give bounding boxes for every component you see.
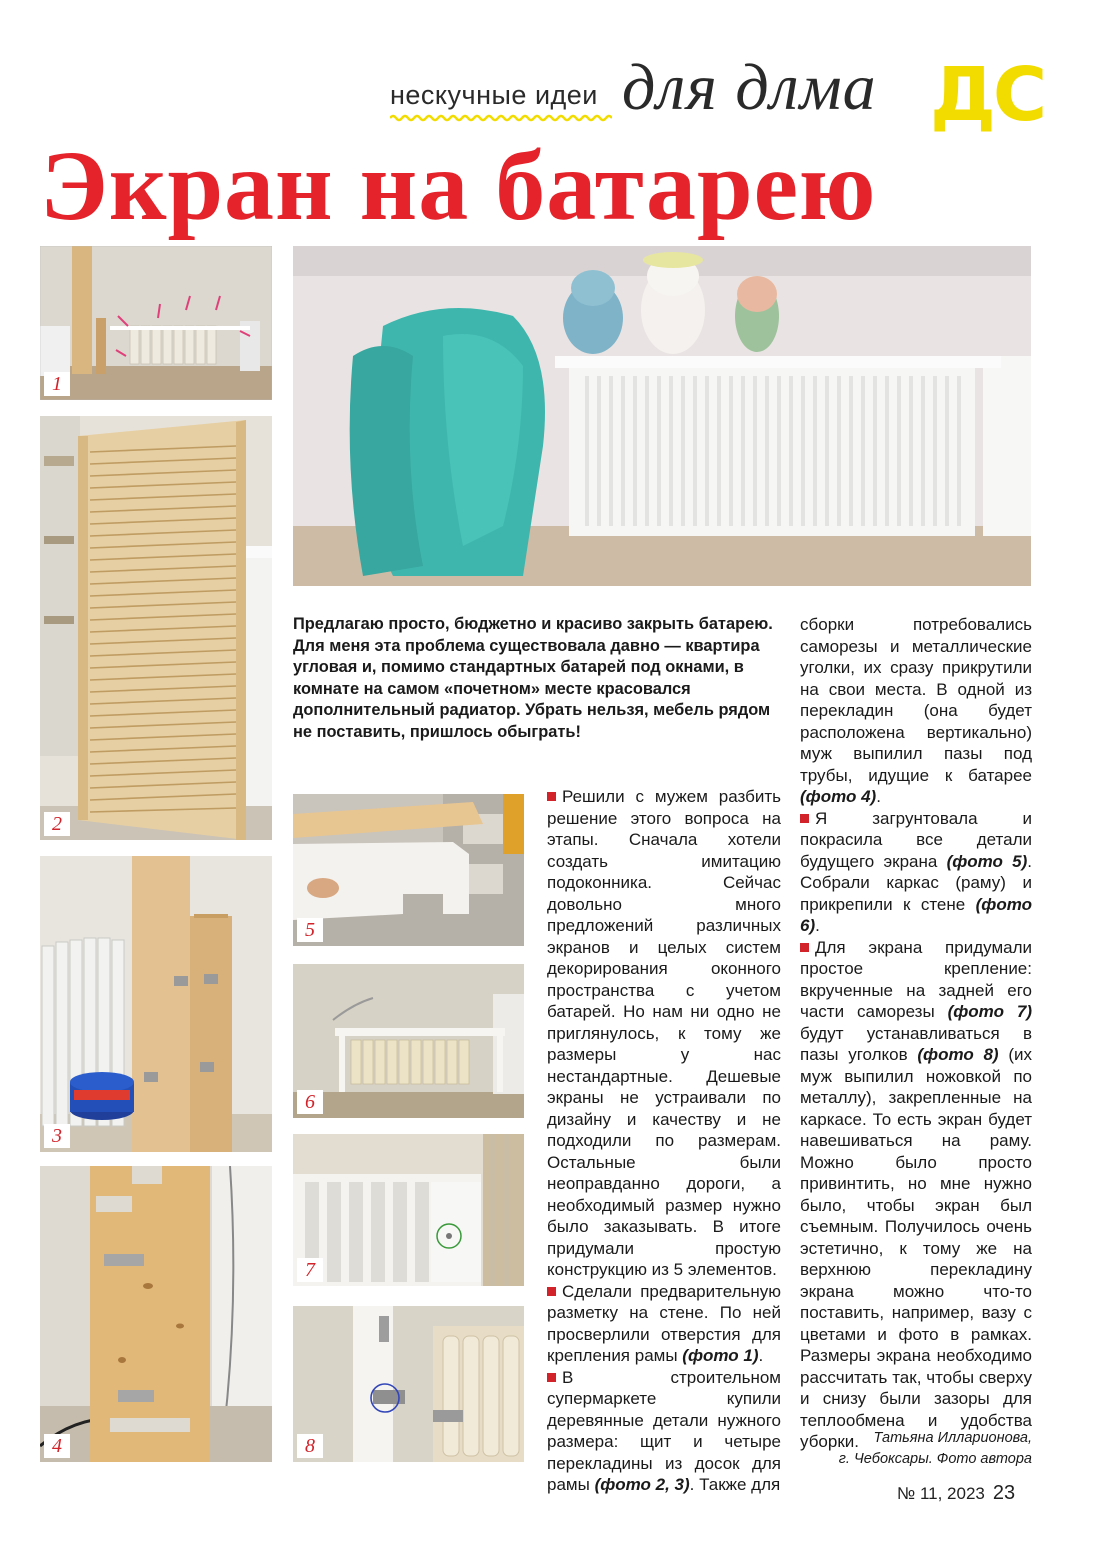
article-title: Экран на батарею [40,130,877,241]
photo-4 [40,1166,272,1462]
paragraph-text: Сделали предварительную разметку на стене. По ней просверлили отверстия для крепления рамы [547,1281,781,1365]
rubric-script-title: для длма [622,51,877,124]
rubric-header [390,50,1050,138]
photo-number: 3 [44,1124,70,1148]
photo-number: 7 [297,1258,323,1282]
hero-photo [293,246,1031,586]
photo-1 [40,246,272,400]
text-column-middle [547,786,781,1496]
photo-radiator-wall-image [40,246,272,400]
photo-back-screws-image [293,1134,524,1286]
photo-number: 1 [44,372,70,396]
paragraph-text: В строительном супермаркете купили деревянные детали нужного размера: щит и четыре перекладины из досок для рамы [547,1367,781,1494]
paragraph-text: Я загрунтовала и покрасила все детали будущего экрана [800,808,1032,871]
page-number: 23 [992,1482,1016,1504]
photo-number: 6 [297,1090,323,1114]
photo-reference: (фото 1) [682,1346,759,1365]
photo-reference: (фото 8) [917,1045,999,1064]
paragraph-text: сборки потребовались саморезы и металлические уголки, их сразу прикрутили на свои места. В одной из перекладин (она будет расположена вертикально) муж выпилил пазы под трубы, идущие к батарее [800,615,1032,785]
photo-number: 8 [297,1434,323,1458]
photo-number: 4 [44,1434,70,1458]
photo-5 [293,794,524,946]
paragraph-text: . [758,1346,764,1365]
text-column-right [800,614,1032,1453]
paragraph-text: будут устанавливаться в пазы уголков [800,1023,1032,1064]
rubric-underline [390,114,612,122]
bullet-marker [800,943,809,952]
photo-corner-bracket-image [293,1306,524,1462]
photo-louver-panel-image [40,416,272,840]
rubric-label: нескучные идеи [390,80,598,110]
photo-6 [293,964,524,1118]
bullet-marker [547,792,556,801]
paragraph-text: . Также для [689,1475,781,1494]
photo-7 [293,1134,524,1286]
paragraph-text: Решили с мужем разбить решение этого вопроса на этапы. Сначала хотели создать имитацию подоконника. Сейчас довольно много предложений различных экранов и целых систем декорирования оконного пространства с учетом батарей. Но нам ни одно не приглянулось, к тому же размеры у нас нестандартные. Дешевые экраны не устраивали по дизайну и качеству и не подходили по размерам. Остальные были неоправданно дороги, а необходимый размер нужно было заказывать. В итоге придумали простую конструкцию из 5 элементов. [547,787,781,1279]
photo-number: 2 [44,812,70,836]
photo-number: 5 [297,918,323,942]
photo-painting-image [293,794,524,946]
paragraph-text: . [876,787,881,806]
author-location: г. Чебоксары. Фото автора [838,1451,1032,1467]
paragraph [547,1281,781,1367]
lead-paragraph: Предлагаю просто, бюджетно и красиво закрыть батарею. Для меня эта проблема существовала давно — квартира угловая и, помимо стандартных батарей под окнами, в комнате на самом «почетном» месте красовался дополнительный радиатор. Убрать нельзя, мебель рядом не поставить, пришлось обыграть! [293,615,773,741]
author-name: Татьяна Илларионова, [873,1430,1032,1446]
paragraph [547,1367,781,1496]
bullet-marker [547,1287,556,1296]
photo-reference: (фото 7) [947,1002,1032,1021]
photo-notched-board-image [40,1166,272,1462]
photo-8 [293,1306,524,1462]
paragraph [800,937,1032,1453]
page-footer [897,1482,1015,1505]
author-credit [800,1428,1032,1470]
magazine-logo: ДС [930,52,1045,138]
paragraph [547,786,781,1281]
photo-3 [40,856,272,1152]
paragraph [800,808,1032,937]
photo-finished-screen-image [293,246,1031,586]
paragraph-text: Для экрана придумали простое крепление: вкрученные на задней его части саморезы [800,937,1032,1021]
photo-reference: (фото 4) [800,787,877,806]
photo-reference: (фото 6) [800,894,1032,935]
photo-frame-mounted-image [293,964,524,1118]
paragraph-text: (их муж выпилил ножовкой по металлу), закрепленные на каркасе. То есть экран будет навешиваться на раму. Можно было просто привинтить, но мне нужно было, чтобы экран был съемным. Получилось очень эстетично, к тому же на верхнюю перекладину экрана можно что-то поставить, например, вазу с цветами и фото в рамках. Размеры экрана необходимо рассчитать так, чтобы сверху и снизу были зазоры для теплообмена и удобства уборки. [800,1045,1032,1451]
photo-2 [40,416,272,840]
issue-number: № 11, 2023 [897,1484,985,1503]
photo-boards-image [40,856,272,1152]
paragraph [800,614,1032,808]
bullet-marker [800,814,809,823]
paragraph-text: . [815,916,820,935]
photo-reference: (фото 5) [946,851,1028,871]
photo-reference: (фото 2, 3) [594,1475,690,1494]
paragraph-text: . Собрали каркас (раму) и прикрепили к стене [800,851,1032,914]
bullet-marker [547,1373,556,1382]
